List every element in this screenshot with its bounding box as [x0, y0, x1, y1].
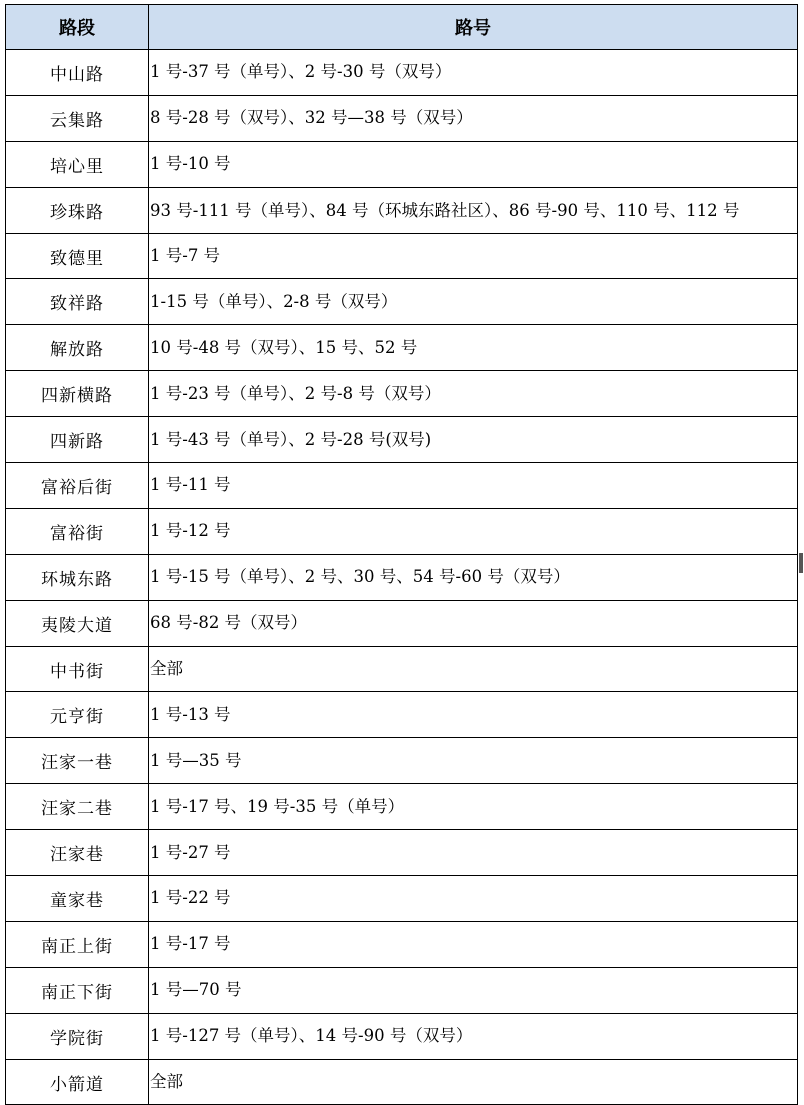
table-row: [6, 554, 798, 600]
road-name-cell: 富裕后街: [6, 463, 149, 509]
road-numbers-cell: 1 号-27 号: [149, 830, 798, 876]
road-numbers-cell: 1 号-7 号: [149, 233, 798, 279]
road-name-cell: 珍珠路: [6, 187, 149, 233]
road-name-cell: 夷陵大道: [6, 600, 149, 646]
road-numbers-cell: 1 号-22 号: [149, 876, 798, 922]
road-numbers-cell: 93 号-111 号（单号）、84 号（环城东路社区）、86 号-90 号、110 号、112 号: [149, 187, 798, 233]
road-numbers-cell: 1 号-13 号: [149, 692, 798, 738]
table-row: [6, 508, 798, 554]
road-name-cell: 学院街: [6, 1013, 149, 1059]
table-row: [6, 738, 798, 784]
road-name-cell: 中山路: [6, 50, 149, 96]
road-name-cell: 四新路: [6, 417, 149, 463]
road-name-cell: 小箭道: [6, 1059, 149, 1105]
road-name-cell: 解放路: [6, 325, 149, 371]
road-name-cell: 致德里: [6, 233, 149, 279]
road-numbers-cell: 1 号—70 号: [149, 967, 798, 1013]
road-name-cell: 童家巷: [6, 876, 149, 922]
table-row: [6, 463, 798, 509]
table-row: [6, 646, 798, 692]
road-name-cell: 汪家一巷: [6, 738, 149, 784]
table-row: [6, 600, 798, 646]
road-numbers-cell: 1 号-43 号（单号）、2 号-28 号(双号): [149, 417, 798, 463]
header-road-numbers: 路号: [149, 5, 798, 50]
road-numbers-cell: 68 号-82 号（双号）: [149, 600, 798, 646]
table-row: [6, 967, 798, 1013]
road-numbers-cell: 1 号-15 号（单号）、2 号、30 号、54 号-60 号（双号）: [149, 554, 798, 600]
scrollbar-edge-marker: [799, 553, 803, 573]
road-name-cell: 环城东路: [6, 554, 149, 600]
road-numbers-cell: 全部: [149, 1059, 798, 1105]
road-name-cell: 汪家二巷: [6, 784, 149, 830]
road-number-table: [5, 4, 798, 1105]
table-row: [6, 187, 798, 233]
table-row: [6, 279, 798, 325]
road-numbers-cell: 8 号-28 号（双号）、32 号—38 号（双号）: [149, 95, 798, 141]
road-name-cell: 云集路: [6, 95, 149, 141]
table-row: [6, 325, 798, 371]
road-numbers-cell: 全部: [149, 646, 798, 692]
road-numbers-cell: 1 号-12 号: [149, 508, 798, 554]
road-numbers-cell: 1-15 号（单号）、2-8 号（双号）: [149, 279, 798, 325]
road-name-cell: 南正下街: [6, 967, 149, 1013]
table-row: [6, 830, 798, 876]
road-numbers-cell: 1 号-127 号（单号）、14 号-90 号（双号）: [149, 1013, 798, 1059]
header-row: [6, 5, 798, 50]
road-name-cell: 致祥路: [6, 279, 149, 325]
table-row: [6, 95, 798, 141]
table-row: [6, 1059, 798, 1105]
road-name-cell: 南正上街: [6, 921, 149, 967]
road-numbers-cell: 1 号-37 号（单号）、2 号-30 号（双号）: [149, 50, 798, 96]
road-numbers-cell: 1 号-17 号、19 号-35 号（单号）: [149, 784, 798, 830]
road-name-cell: 中书街: [6, 646, 149, 692]
road-numbers-cell: 1 号—35 号: [149, 738, 798, 784]
table-row: [6, 371, 798, 417]
header-road-section: 路段: [6, 5, 149, 50]
table-row: [6, 141, 798, 187]
table-row: [6, 692, 798, 738]
road-name-cell: 四新横路: [6, 371, 149, 417]
road-numbers-cell: 1 号-11 号: [149, 463, 798, 509]
table-row: [6, 50, 798, 96]
road-name-cell: 汪家巷: [6, 830, 149, 876]
road-name-cell: 元亨街: [6, 692, 149, 738]
road-numbers-cell: 1 号-23 号（单号）、2 号-8 号（双号）: [149, 371, 798, 417]
table-row: [6, 417, 798, 463]
road-name-cell: 富裕街: [6, 508, 149, 554]
table-row: [6, 233, 798, 279]
table-row: [6, 876, 798, 922]
road-numbers-cell: 1 号-10 号: [149, 141, 798, 187]
table-row: [6, 1013, 798, 1059]
table-row: [6, 921, 798, 967]
road-numbers-cell: 10 号-48 号（双号）、15 号、52 号: [149, 325, 798, 371]
road-numbers-cell: 1 号-17 号: [149, 921, 798, 967]
road-name-cell: 培心里: [6, 141, 149, 187]
table-row: [6, 784, 798, 830]
